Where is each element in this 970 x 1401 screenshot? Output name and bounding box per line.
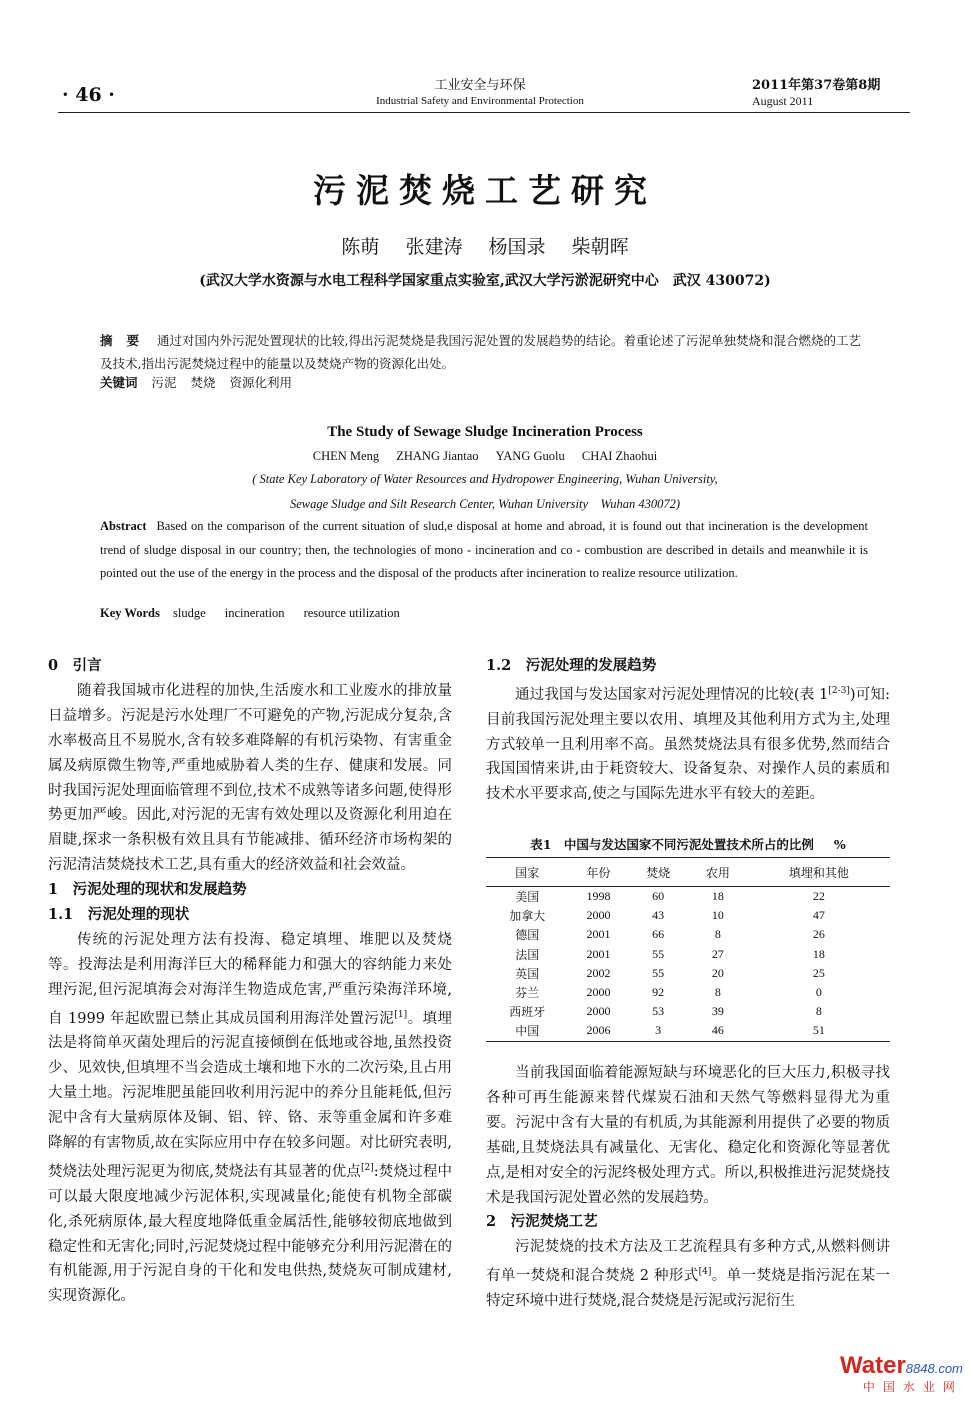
table-cell: 8 <box>714 985 721 1000</box>
english-authors <box>0 449 970 464</box>
table-cell: 加拿大 <box>509 909 546 924</box>
table-cell: 22 <box>812 889 825 904</box>
table-cell: 2001 <box>586 927 611 942</box>
table-cell: 2006 <box>569 1021 629 1041</box>
logo-number: 8848 <box>905 1361 935 1376</box>
site-logo[interactable] <box>840 1352 963 1395</box>
abstract-cn-text: 通过对国内外污泥处置现状的比较,得出污泥焚烧是我国污泥处置的发展趋势的结论。着重论述了污泥单独焚烧和混合燃烧的工艺及技术,指出污泥焚烧过程中的能量以及焚烧产物的资源化出处。 <box>100 333 861 371</box>
english-affiliation-1: ( State Key Laboratory of Water Resources and Hydropower Engineering, Wuhan University, <box>252 472 718 486</box>
page-number: · 46 · <box>62 84 115 106</box>
table-cell: 66 <box>652 927 665 942</box>
table-caption: 表1 中国与发达国家不同污泥处置技术所占的比例 % <box>530 837 846 852</box>
header-rule <box>58 112 910 113</box>
table-cell: 51 <box>748 1021 890 1041</box>
data-table <box>486 857 890 1042</box>
table-cell: 39 <box>711 1004 724 1019</box>
table-unit: % <box>833 837 846 852</box>
section-heading-2: 2 污泥焚烧工艺 <box>486 1213 598 1231</box>
table-cell: 92 <box>652 985 665 1000</box>
table-header: 国家 <box>486 858 569 887</box>
journal-name-en: Industrial Safety and Environmental Protection <box>376 95 584 107</box>
table-cell: 27 <box>711 946 724 961</box>
citation: [2] <box>360 1162 374 1173</box>
issue-cn: 2011年第37卷第8期 <box>752 78 881 93</box>
logo-word: Water <box>840 1352 906 1379</box>
table-header: 农用 <box>688 858 748 887</box>
english-affiliation-2: Sewage Sludge and Silt Research Center, Wuhan University Wuhan 430072) <box>289 497 681 511</box>
english-keyword: incineration <box>224 606 285 620</box>
right-column <box>486 654 890 807</box>
table-cell: 3 <box>628 1021 688 1041</box>
table-row <box>486 906 890 925</box>
citation: [2-3] <box>828 685 850 696</box>
keywords-cn <box>100 373 302 391</box>
table-cell: 美国 <box>515 890 540 905</box>
table-cell: 55 <box>652 965 665 980</box>
table-cell: 德国 <box>515 928 540 943</box>
author-list <box>0 232 970 259</box>
table-header: 焚烧 <box>628 858 688 887</box>
author: 柴朝晖 <box>571 236 629 258</box>
table-cell: 0 <box>815 985 822 1000</box>
section-heading-1-1: 1.1 污泥处理的现状 <box>48 906 190 924</box>
table-row <box>486 945 890 964</box>
table-row <box>486 925 890 944</box>
table-cell: 英国 <box>515 966 540 981</box>
citation: [4] <box>698 1267 712 1278</box>
left-column <box>48 654 452 1309</box>
keyword: 污泥 <box>151 375 177 390</box>
table-cell: 2000 <box>586 1004 611 1019</box>
table-row <box>486 964 890 983</box>
table-cell: 1998 <box>586 889 611 904</box>
english-keywords-label: Key Words <box>100 606 160 620</box>
table-header: 填埋和其他 <box>748 858 890 887</box>
logo-suffix: .com <box>934 1361 963 1376</box>
table-header-row <box>486 858 890 887</box>
author: 张建涛 <box>405 236 463 258</box>
section-heading-0: 0 引言 <box>48 657 102 674</box>
status-paragraph: 传统的污泥处理方法有投海、稳定填埋、堆肥以及焚烧等。投海法是利用海洋巨大的稀释能力和强大的容纳能力来处理污泥,但污泥填海会对海洋生物造成危害,严重污染海洋环境,自 1999 年起欧盟已禁止其成员国利用海洋处置污泥[1]。填埋法是将简单灭菌处理后的污泥直接倾倒在低地或谷地,虽然投资少、见效快,但填埋不当会造成土壤和地下水的二次污染,且占用大量土地。污泥堆肥虽能回收利用污泥中的养分且能耗低,但污泥中含有大量病原体及铜、铝、锌、铬、汞等重金属和许多难降解的有害物质,故在实际应用中存在较多问题。对比研究表明,焚烧法处理污泥更为彻底,焚烧法有其显著的优点[2]:焚烧过程中可以最大限度地减少污泥体积,实现减量化;能使有机物全部碳化,杀死病原体,最大程度地降低重金属活性,能够较彻底地做到稳定性和无害化;同时,污泥焚烧过程中能够充分利用污泥潜在的有机能源,用于污泥自身的干化和发电供热,焚烧灰可制成建材,实现资源化。 <box>48 931 453 1305</box>
keyword: 资源化利用 <box>229 375 293 390</box>
english-keywords <box>100 606 416 621</box>
table-cell: 8 <box>815 1004 822 1019</box>
table-cell: 中国 <box>486 1021 569 1041</box>
table-cell: 西班牙 <box>509 1005 546 1020</box>
section-heading-1-2: 1.2 污泥处理的发展趋势 <box>486 657 657 674</box>
intro-paragraph: 随着我国城市化进程的加快,生活废水和工业废水的排放量日益增多。污泥是污水处理厂不可避免的产物,污泥成分复杂,含水率极高且不易脱水,含有较多难降解的有机污染物、有害重金属及病原微生物等,严重地威胁着人类的生存、健康和发展。同时我国污泥处理面临管理不到位,技术不成熟等诸多问题,使得形势更加严峻。因此,对污泥的无害有效处理以及资源化利用迫在眉睫,探求一条积极有效且具有节能减排、循环经济市场构架的污泥清洁焚烧技术工艺,具有重大的经济效益和社会效益。 <box>48 682 452 874</box>
journal-name-cn: 工业安全与环保 <box>434 78 526 93</box>
issue-info <box>752 74 880 109</box>
table-row <box>486 983 890 1002</box>
trend-paragraph: 通过我国与发达国家对污泥处理情况的比较(表 1[2-3])可知:目前我国污泥处理主要以农用、填埋及其他利用方式为主,处理方式较单一且利用率不高。虽然焚烧法具有很多优势,然而结合我国国情来讲,由于耗资较大、设备复杂、对操作人员的素质和技术水平要求高,使之与国际先进水平有较大的差距。 <box>486 685 890 803</box>
author: 杨国录 <box>488 236 546 258</box>
author: 陈萌 <box>341 236 380 258</box>
table-cell: 2002 <box>586 965 611 980</box>
table-cell: 2000 <box>586 908 611 923</box>
affiliation: (武汉大学水资源与水电工程科学国家重点实验室,武汉大学污淤泥研究中心 武汉 430072) <box>199 273 771 289</box>
table-cell: 芬兰 <box>515 986 540 1001</box>
english-abstract-text: Based on the comparison of the current situation of slud,e disposal at home and abroad, it is found out that incineration is the development trend of sludge disposal in our country; then, the technologies of mono - incineration and co - combustion are described in details and meanwhile it is pointed out the use of the energy in the process and the disposal of the products after incineration to realize resource utilization. <box>100 519 868 580</box>
english-author: YANG Guolu <box>495 449 565 463</box>
table-cell: 2000 <box>586 985 611 1000</box>
table-cell: 10 <box>711 908 724 923</box>
table-cell: 2001 <box>586 946 611 961</box>
table-cell: 20 <box>711 965 724 980</box>
process-paragraph: 污泥焚烧的技术方法及工艺流程具有多种方式,从燃料侧讲有单一焚烧和混合焚烧 2 种形式[4]。单一焚烧是指污泥在某一特定环境中进行焚烧,混合焚烧是污泥或污泥衍生 <box>486 1239 890 1309</box>
table-cell: 55 <box>652 946 665 961</box>
paper-title: 污泥焚烧工艺研究 <box>313 171 657 210</box>
table-row <box>486 1021 890 1041</box>
table-cell: 43 <box>652 908 665 923</box>
abstract-cn-label: 摘要 <box>100 333 154 348</box>
table-cell: 8 <box>714 927 721 942</box>
table-row <box>486 1002 890 1021</box>
table-cell: 53 <box>652 1004 665 1019</box>
issue-en: August 2011 <box>752 94 814 108</box>
table-row <box>486 887 890 907</box>
english-keyword: resource utilization <box>303 606 400 620</box>
english-keyword: sludge <box>172 606 206 620</box>
keyword: 焚烧 <box>190 375 216 390</box>
journal-name <box>330 74 630 107</box>
english-abstract <box>100 515 868 586</box>
table-cell: 60 <box>652 889 665 904</box>
english-title: The Study of Sewage Sludge Incineration Process <box>327 424 643 440</box>
energy-paragraph: 当前我国面临着能源短缺与环境恶化的巨大压力,积极寻找各种可再生能源来替代煤炭石油和天然气等燃料显得尤为重要。污泥中含有大量的有机质,为其能源利用提供了必要的物质基础,且焚烧法具有减量化、无害化、稳定化和资源化等显著优点,是相对安全的污泥终极处理方式。所以,积极推进污泥焚烧技术是我国污泥处置必然的发展趋势。 <box>486 1065 890 1206</box>
table-cell: 46 <box>688 1021 748 1041</box>
abstract-cn <box>100 329 870 375</box>
table-cell: 26 <box>812 927 825 942</box>
right-column-lower <box>486 1061 890 1314</box>
english-author: ZHANG Jiantao <box>396 449 479 463</box>
table-cell: 47 <box>812 908 825 923</box>
english-abstract-label: Abstract <box>100 519 147 533</box>
english-author: CHAI Zhaohui <box>581 449 658 463</box>
english-author: CHEN Meng <box>312 449 380 463</box>
table-cell: 18 <box>812 946 825 961</box>
keywords-cn-label: 关键词 <box>100 375 138 390</box>
logo-cn: 中国水业网 <box>862 1380 963 1394</box>
table-cell: 18 <box>711 889 724 904</box>
section-heading-1: 1 污泥处理的现状和发展趋势 <box>48 881 247 899</box>
citation: [1] <box>394 1009 408 1020</box>
table-cell: 法国 <box>515 947 540 962</box>
table-header: 年份 <box>569 858 629 887</box>
table-cell: 25 <box>812 965 825 980</box>
